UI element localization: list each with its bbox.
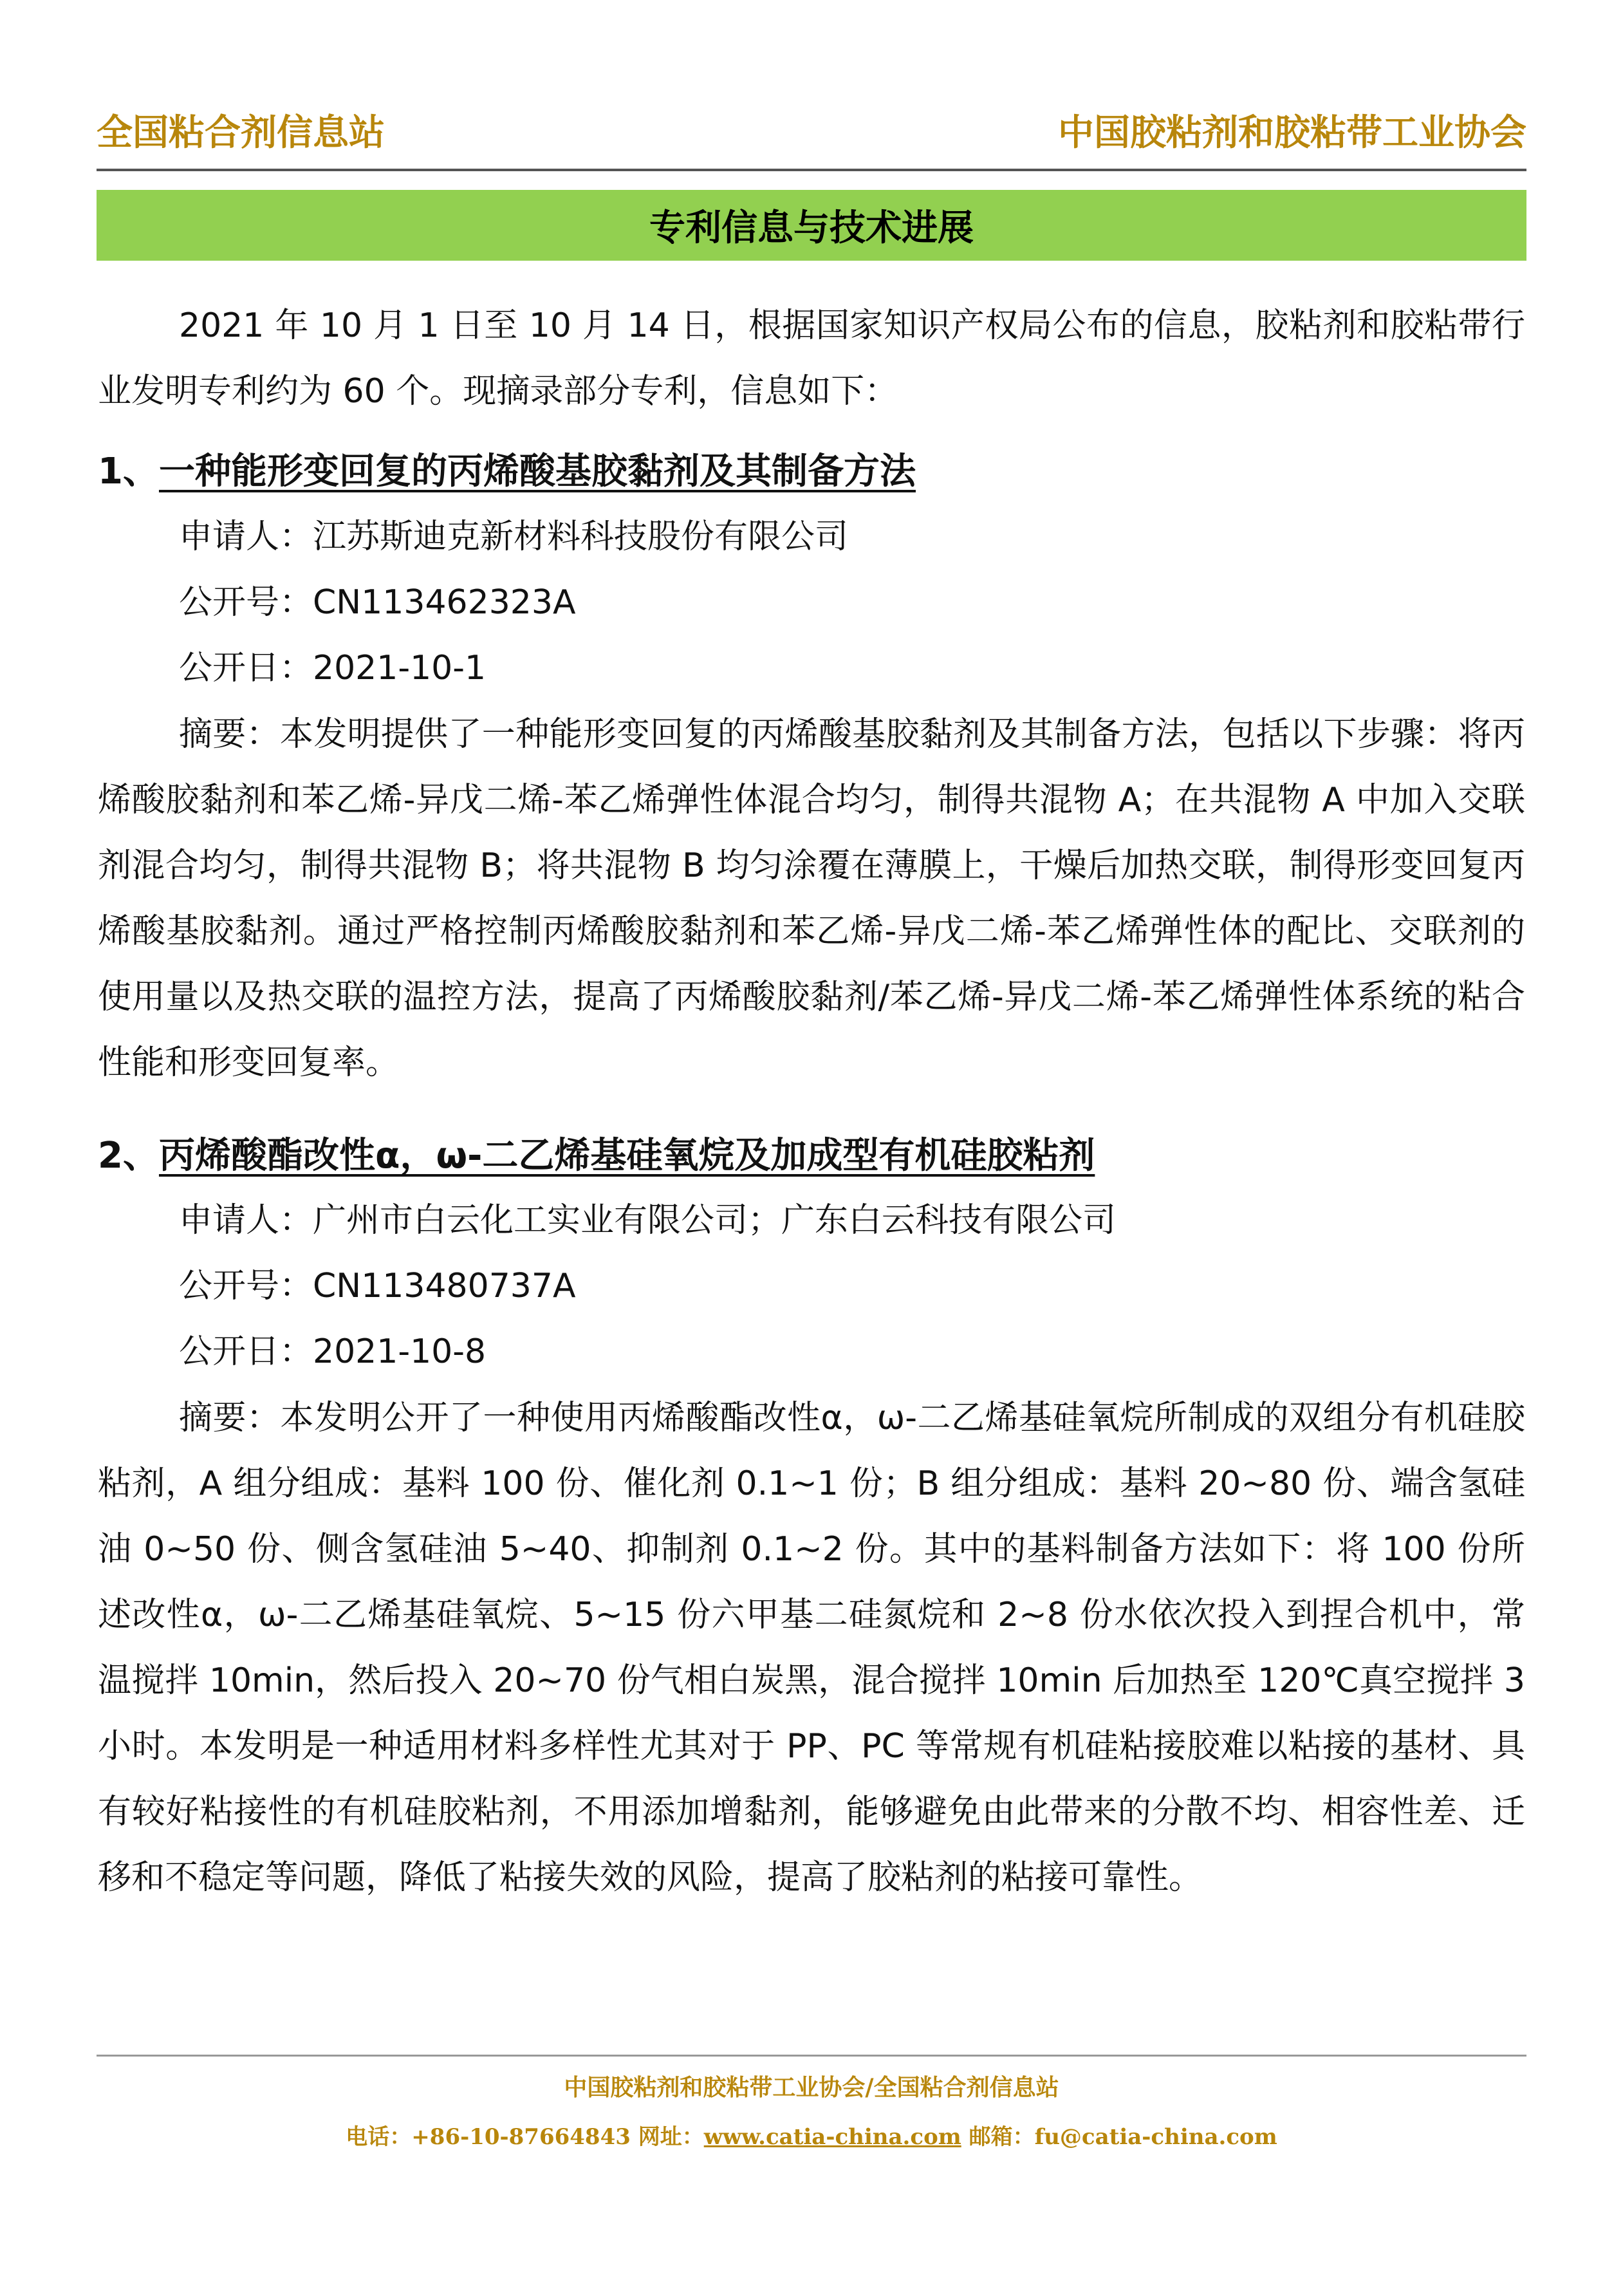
footer-website-link[interactable]: www.catia-china.com (703, 2124, 961, 2150)
patent-1-title: 一种能形变回复的丙烯酸基胶黏剂及其制备方法 (158, 451, 916, 492)
footer-contact (0, 2119, 1623, 2151)
header-divider (97, 169, 1526, 171)
patent-1-applicant: 申请人：江苏斯迪克新材料科技股份有限公司 (179, 518, 849, 556)
patent-1-abstract: 摘要：本发明提供了一种能形变回复的丙烯酸基胶黏剂及其制备方法，包括以下步骤：将丙烯酸胶黏剂和苯乙烯-异戊二烯-苯乙烯弹性体混合均匀，制得共混物 A；在共混物 A 中加入交联剂混合均匀，制得共混物 B；将共混物 B 均匀涂覆在薄膜上，干燥后加热交联，制得形变回复丙烯酸基胶黏剂。通过严格控制丙烯酸胶黏剂和苯乙烯-异戊二烯-苯乙烯弹性体的配比、交联剂的使用量以及热交联的温控方法，提高了丙烯酸胶黏剂/苯乙烯-异戊二烯-苯乙烯弹性体系统的粘合性能和形变回复率。 (98, 715, 1525, 1082)
footer-phone: 电话：+86-10-87664843 网址： (346, 2124, 704, 2150)
footer-divider (97, 2055, 1526, 2057)
section-banner: 专利信息与技术进展 (97, 190, 1526, 261)
patent-1-pub-no: 公开号：CN113462323A (179, 583, 576, 622)
patent-2-pub-date: 公开日：2021-10-8 (179, 1332, 487, 1371)
intro-paragraph: 2021 年 10 月 1 日至 10 月 14 日，根据国家知识产权局公布的信息，胶粘剂和胶粘带行业发明专利约为 60 个。现摘录部分专利，信息如下： (98, 306, 1525, 411)
patent-2-pub-no: 公开号：CN113480737A (179, 1267, 576, 1305)
patent-1-heading (98, 451, 916, 492)
patent-2-title: 丙烯酸酯改性α，ω-二乙烯基硅氧烷及加成型有机硅胶粘剂 (158, 1135, 1095, 1177)
header-right-title: 中国胶粘剂和胶粘带工业协会 (1058, 111, 1526, 154)
patent-2-applicant: 申请人：广州市白云化工实业有限公司；广东白云科技有限公司 (179, 1201, 1117, 1240)
patent-1-number: 1、 (98, 451, 159, 492)
patent-2-number: 2、 (98, 1135, 159, 1177)
header-left-title: 全国粘合剂信息站 (97, 111, 385, 154)
patent-1-pub-date: 公开日：2021-10-1 (179, 649, 487, 687)
footer-organization: 中国胶粘剂和胶粘带工业协会/全国粘合剂信息站 (564, 2074, 1059, 2101)
patent-2-heading (98, 1135, 1095, 1177)
patent-2-abstract: 摘要：本发明公开了一种使用丙烯酸酯改性α，ω-二乙烯基硅氧烷所制成的双组分有机硅胶粘剂，A 组分组成：基料 100 份、催化剂 0.1~1 份；B 组分组成：基料 20~80 份、端含氢硅油 0~50 份、侧含氢硅油 5~40、抑制剂 0.1~2 份。其中的基料制备方法如下：将 100 份所述改性α，ω-二乙烯基硅氧烷、5~15 份六甲基二硅氮烷和 2~8 份水依次投入到捏合机中，常温搅拌 10min，然后投入 20~70 份气相白炭黑，混合搅拌 10min 后加热至 120℃真空搅拌 3 小时。本发明是一种适用材料多样性尤其对于 PP、PC 等常规有机硅粘接胶难以粘接的基材、具有较好粘接性的有机硅胶粘剂，不用添加增黏剂，能够避免由此带来的分散不均、相容性差、迁移和不稳定等问题，降低了粘接失效的风险，提高了胶粘剂的粘接可靠性。 (98, 1399, 1525, 1897)
footer-email: 邮箱：fu@catia-china.com (961, 2124, 1277, 2150)
